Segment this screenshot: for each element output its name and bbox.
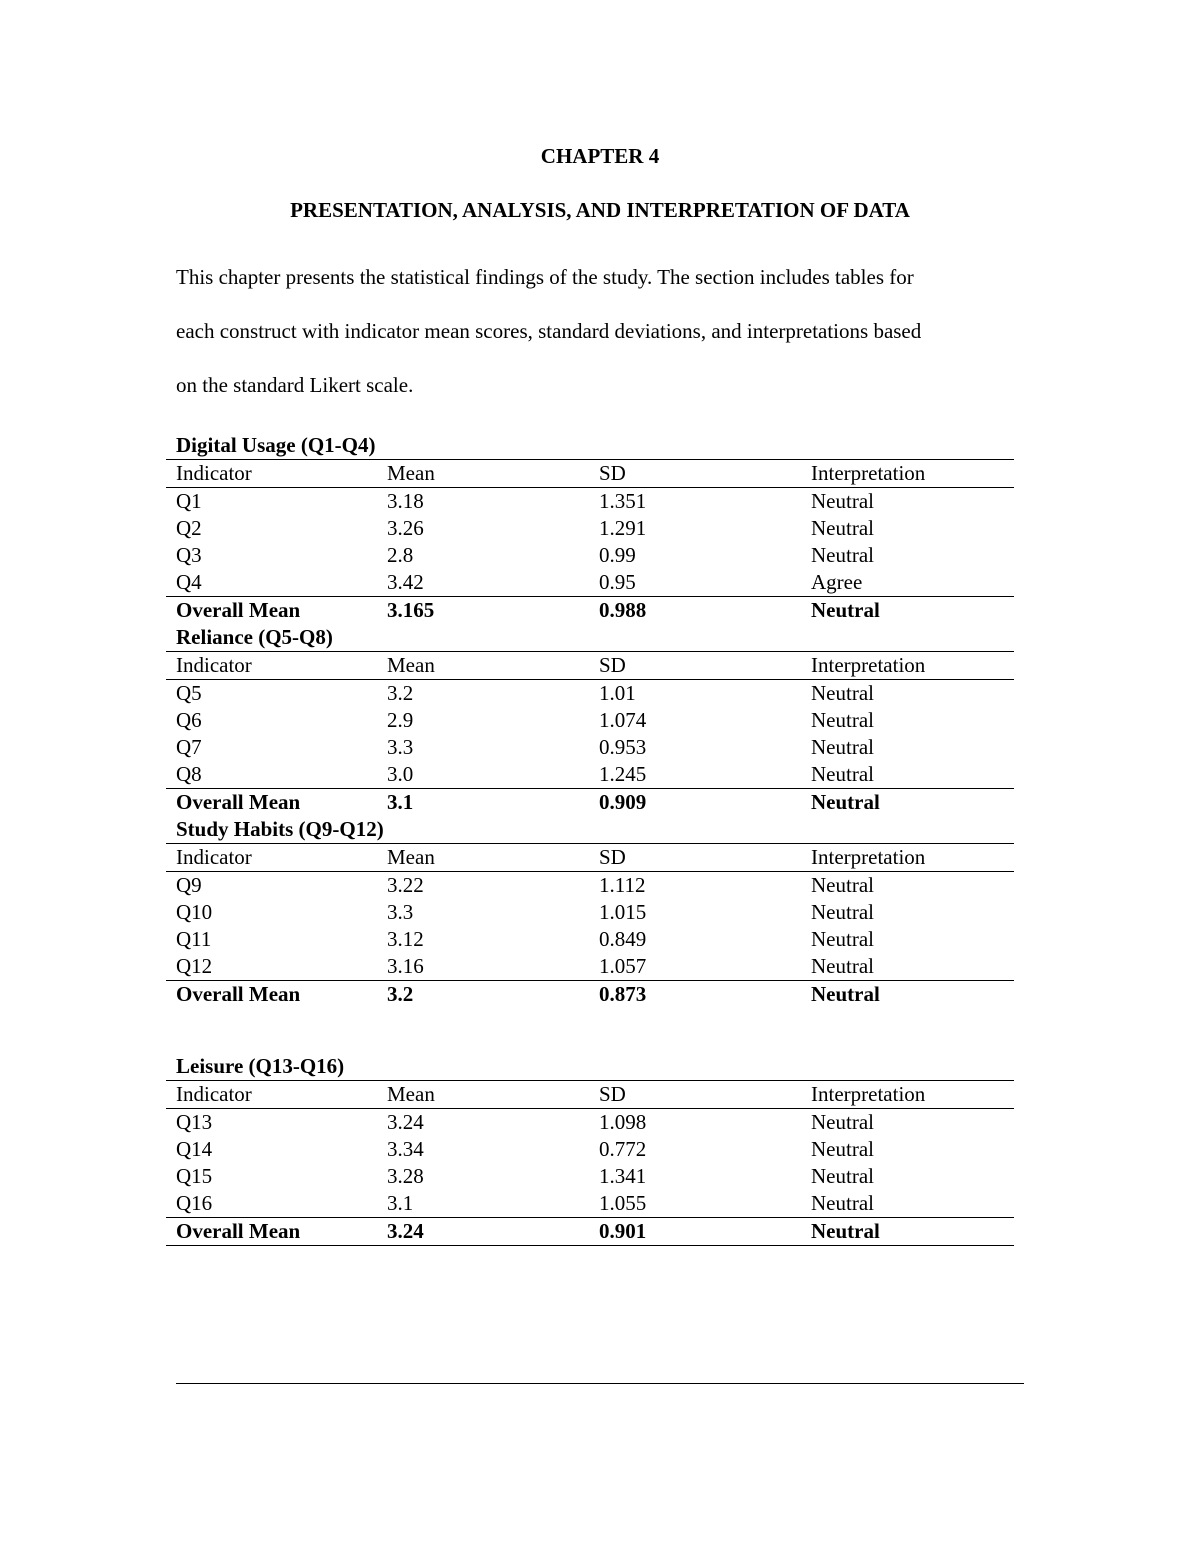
table-header-row: [166, 1081, 1014, 1109]
column-header: Indicator: [166, 844, 377, 872]
table-cell: Neutral: [811, 1191, 874, 1215]
column-header: Interpretation: [801, 844, 1014, 872]
table-cell: Q7: [176, 735, 202, 759]
column-header: SD: [589, 460, 801, 488]
table-row: [166, 569, 1014, 597]
column-header: Interpretation: [801, 460, 1014, 488]
table-cell: 0.849: [599, 927, 647, 951]
section-title: Digital Usage (Q1-Q4): [176, 433, 376, 457]
overall-cell: Neutral: [801, 597, 1014, 625]
table-cell: 3.12: [387, 927, 424, 951]
table-row: [166, 680, 1014, 708]
overall-mean-row: [166, 981, 1014, 1009]
column-header: Indicator: [166, 460, 377, 488]
table-cell: 1.291: [599, 516, 647, 540]
table-cell: Q14: [176, 1137, 213, 1161]
table-cell: Neutral: [811, 900, 874, 924]
table-cell: Neutral: [811, 543, 874, 567]
section-study-habits: [166, 816, 1014, 1008]
table-cell: 3.3: [387, 735, 414, 759]
table-cell: 2.8: [387, 543, 414, 567]
table-cell: Q2: [176, 516, 202, 540]
intro-line: each construct with indicator mean scores, standard deviations, and interpretations based: [176, 319, 922, 343]
column-header: Interpretation: [801, 652, 1014, 680]
column-header: Mean: [377, 1081, 589, 1109]
column-header: Mean: [377, 652, 589, 680]
chapter-number: CHAPTER 4: [540, 144, 660, 168]
table-row: [166, 761, 1014, 789]
table-row: [166, 542, 1014, 569]
intro-line: This chapter presents the statistical findings of the study. The section includes tables for: [176, 265, 914, 289]
table-cell: 0.953: [599, 735, 647, 759]
table-row: [166, 515, 1014, 542]
table-cell: Neutral: [811, 489, 874, 513]
column-header: Interpretation: [801, 1081, 1014, 1109]
table-cell: 3.2: [387, 681, 414, 705]
table-row: [166, 707, 1014, 734]
overall-cell: 3.2: [377, 981, 589, 1009]
column-header: Indicator: [166, 1081, 377, 1109]
intro-line: on the standard Likert scale.: [176, 373, 414, 397]
overall-mean-label: Overall Mean: [166, 981, 377, 1009]
overall-mean-row: [166, 1218, 1014, 1246]
table-cell: Neutral: [811, 681, 874, 705]
stats-table: [166, 459, 1014, 624]
table-cell: 1.098: [599, 1110, 647, 1134]
column-header: SD: [589, 652, 801, 680]
table-cell: 1.015: [599, 900, 647, 924]
table-cell: 3.22: [387, 873, 424, 897]
table-row: [166, 1136, 1014, 1163]
stats-table: [166, 1080, 1014, 1246]
table-cell: 0.772: [599, 1137, 647, 1161]
table-row: [166, 1109, 1014, 1137]
section-digital-usage: [166, 432, 1014, 624]
table-cell: 3.28: [387, 1164, 424, 1188]
table-cell: 3.1: [387, 1191, 414, 1215]
column-header: Mean: [377, 460, 589, 488]
overall-mean-label: Overall Mean: [166, 1218, 377, 1246]
overall-mean-row: [166, 597, 1014, 625]
table-cell: Neutral: [811, 1110, 874, 1134]
table-cell: 1.351: [599, 489, 647, 513]
overall-cell: 0.909: [589, 789, 801, 817]
table-cell: 3.24: [387, 1110, 424, 1134]
table-cell: 1.057: [599, 954, 647, 978]
table-cell: Neutral: [811, 954, 874, 978]
table-cell: Neutral: [811, 708, 874, 732]
table-cell: Q1: [176, 489, 202, 513]
section-title: Reliance (Q5-Q8): [176, 625, 333, 649]
table-row: [166, 488, 1014, 516]
table-header-row: [166, 652, 1014, 680]
table-cell: Neutral: [811, 762, 874, 786]
table-cell: 3.18: [387, 489, 424, 513]
table-cell: Q4: [176, 570, 202, 594]
column-header: Mean: [377, 844, 589, 872]
table-cell: Neutral: [811, 927, 874, 951]
table-cell: 1.245: [599, 762, 647, 786]
table-cell: Q9: [176, 873, 202, 897]
table-cell: 1.074: [599, 708, 647, 732]
table-cell: 3.42: [387, 570, 424, 594]
table-cell: 3.34: [387, 1137, 424, 1161]
table-cell: Q6: [176, 708, 202, 732]
overall-cell: 0.988: [589, 597, 801, 625]
section-reliance: [166, 624, 1014, 816]
table-cell: 2.9: [387, 708, 414, 732]
intro-paragraph: [176, 250, 1026, 412]
section-leisure: [166, 1053, 1014, 1246]
table-cell: 1.112: [599, 873, 646, 897]
table-row: [166, 926, 1014, 953]
table-cell: 3.26: [387, 516, 424, 540]
overall-cell: 0.873: [589, 981, 801, 1009]
table-cell: Q5: [176, 681, 202, 705]
overall-cell: Neutral: [801, 1218, 1014, 1246]
table-row: [166, 1190, 1014, 1218]
table-cell: Q3: [176, 543, 202, 567]
chapter-heading: PRESENTATION, ANALYSIS, AND INTERPRETATION OF DATA: [290, 198, 910, 222]
column-header: SD: [589, 844, 801, 872]
table-header-row: [166, 844, 1014, 872]
overall-cell: 3.165: [377, 597, 589, 625]
results-tables: [166, 432, 1014, 1246]
table-cell: Q16: [176, 1191, 213, 1215]
table-cell: Neutral: [811, 516, 874, 540]
table-cell: 3.3: [387, 900, 414, 924]
table-cell: Q13: [176, 1110, 213, 1134]
stats-table: [166, 651, 1014, 816]
table-row: [166, 872, 1014, 900]
section-title: Leisure (Q13-Q16): [176, 1054, 345, 1078]
table-cell: Q11: [176, 927, 212, 951]
overall-cell: 3.1: [377, 789, 589, 817]
table-cell: Q10: [176, 900, 213, 924]
overall-cell: Neutral: [801, 981, 1014, 1009]
overall-mean-label: Overall Mean: [166, 597, 377, 625]
table-cell: Q15: [176, 1164, 213, 1188]
table-cell: Q8: [176, 762, 202, 786]
table-row: [166, 734, 1014, 761]
column-header: SD: [589, 1081, 801, 1109]
table-cell: Neutral: [811, 1137, 874, 1161]
table-cell: Q12: [176, 954, 213, 978]
table-cell: 3.16: [387, 954, 424, 978]
overall-cell: 0.901: [589, 1218, 801, 1246]
table-row: [166, 1163, 1014, 1190]
table-cell: 3.0: [387, 762, 414, 786]
table-cell: Neutral: [811, 735, 874, 759]
table-cell: Neutral: [811, 873, 874, 897]
column-header: Indicator: [166, 652, 377, 680]
table-cell: 0.99: [599, 543, 636, 567]
table-cell: 1.341: [599, 1164, 647, 1188]
table-header-row: [166, 460, 1014, 488]
footnote-separator: [176, 1383, 1024, 1384]
overall-mean-label: Overall Mean: [166, 789, 377, 817]
section-title: Study Habits (Q9-Q12): [176, 817, 384, 841]
table-row: [166, 899, 1014, 926]
overall-cell: 3.24: [377, 1218, 589, 1246]
overall-mean-row: [166, 789, 1014, 817]
table-cell: Agree: [811, 570, 863, 594]
table-cell: Neutral: [811, 1164, 874, 1188]
table-cell: 1.055: [599, 1191, 647, 1215]
overall-cell: Neutral: [801, 789, 1014, 817]
table-cell: 0.95: [599, 570, 636, 594]
table-cell: 1.01: [599, 681, 636, 705]
table-row: [166, 953, 1014, 981]
stats-table: [166, 843, 1014, 1008]
